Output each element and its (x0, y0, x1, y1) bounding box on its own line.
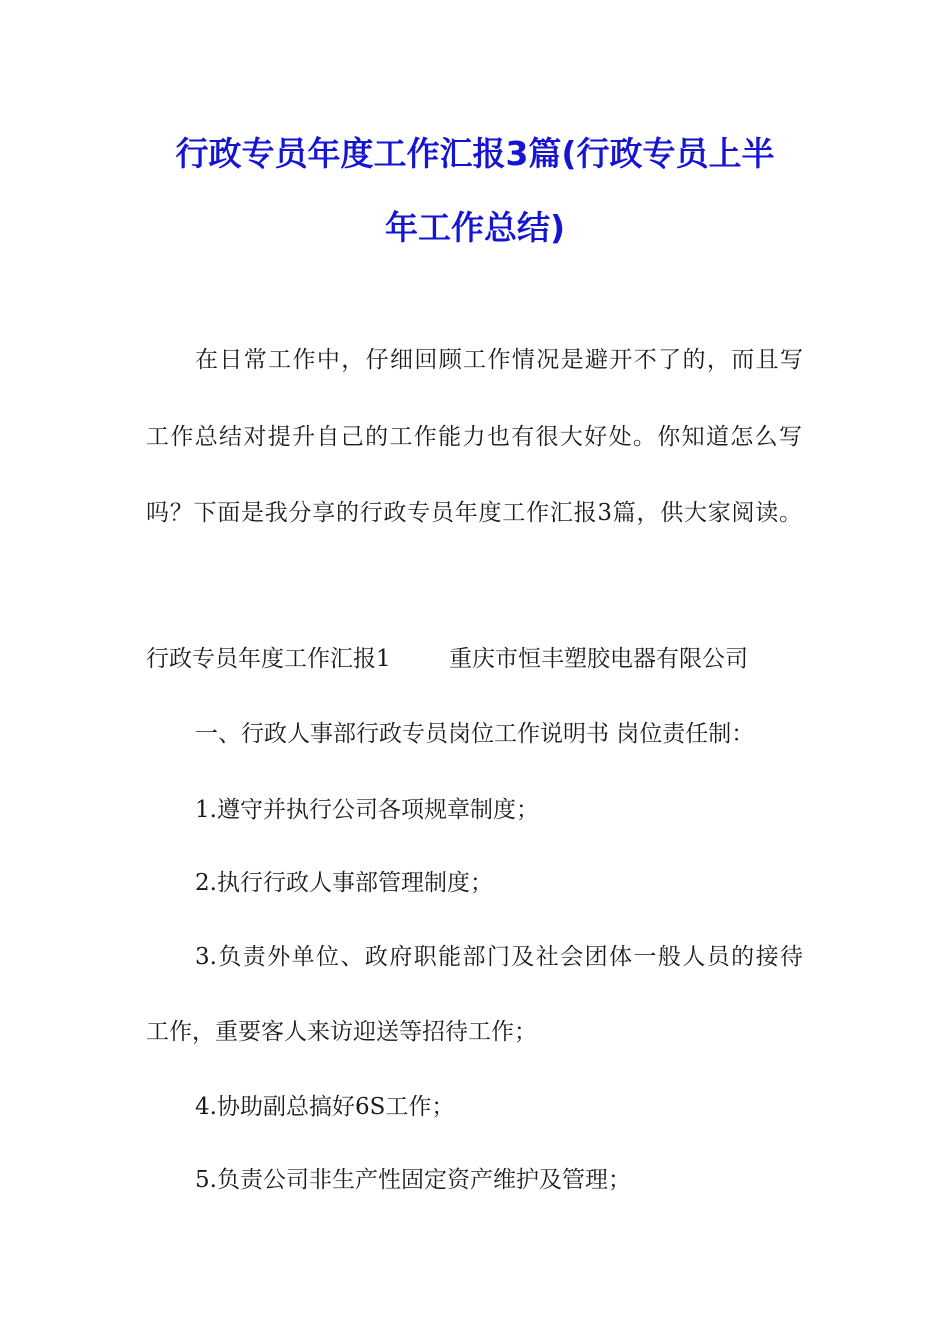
report-1-heading: 行政专员年度工作汇报1 (146, 646, 391, 672)
company-name: 重庆市恒丰塑胶电器有限公司 (449, 646, 748, 672)
section-1-heading: 一、行政人事部行政专员岗位工作说明书 岗位责任制： (195, 721, 755, 747)
list-item-3-line-1: 3.负责外单位、政府职能部门及社会团体一般人员的接待 (195, 944, 803, 970)
intro-paragraph-line-3: 吗？下面是我分享的行政专员年度工作汇报3篇，供大家阅读。 (146, 500, 802, 526)
list-item-5: 5.负责公司非生产性固定资产维护及管理； (195, 1167, 631, 1193)
list-item-2: 2.执行行政人事部管理制度； (195, 870, 493, 896)
list-item-3-line-2: 工作，重要客人来访迎送等招待工作； (146, 1019, 537, 1045)
list-item-4: 4.协助副总搞好6S工作； (195, 1094, 455, 1120)
intro-paragraph-line-2: 工作总结对提升自己的工作能力也有很大好处。你知道怎么写 (146, 424, 802, 450)
intro-paragraph-line-1: 在日常工作中，仔细回顾工作情况是避开不了的，而且写 (195, 347, 803, 373)
list-item-1: 1.遵守并执行公司各项规章制度； (195, 797, 539, 823)
document-title-line-2: 年工作总结) (384, 208, 566, 247)
document-title-line-1: 行政专员年度工作汇报3篇(行政专员上半 (175, 134, 775, 173)
